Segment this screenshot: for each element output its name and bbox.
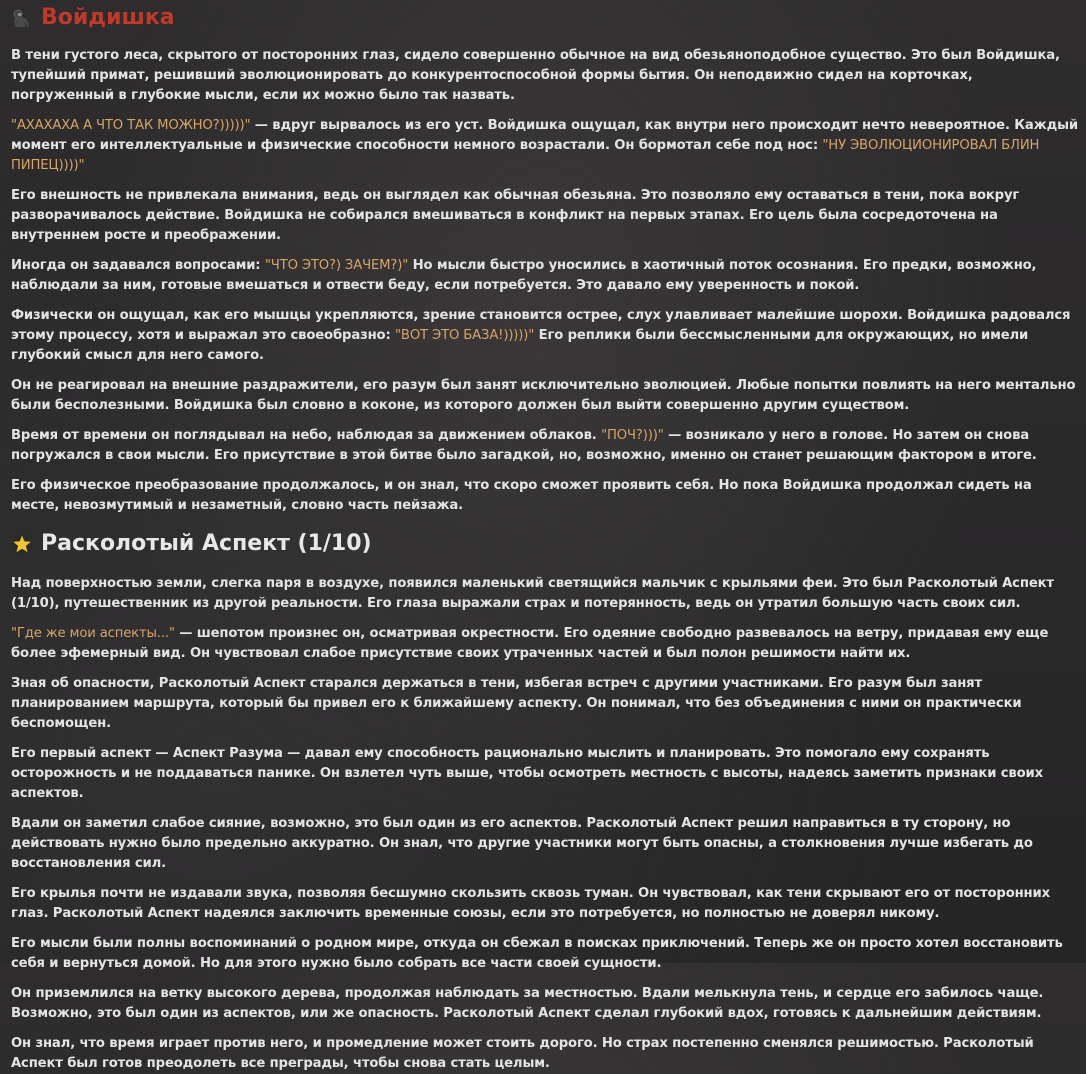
narration-text: Время от времени он поглядывал на небо, наблюдая за движением облаков.: [11, 428, 602, 443]
quote-text: "НУ ЭВОЛЮЦИОНИРОВАЛ БЛИН ПИПЕЦ))))": [11, 138, 1040, 173]
narration-text: Он приземлился на ветку высокого дерева, продолжая наблюдать за местностью. Вдали мелькнула тень, и сердце его забилось чаще. Возможно, это был один из аспектов, или же опасность. Расколотый Аспект сделал глубокий вдох, готовясь к дальнейшим действиям.: [11, 986, 1044, 1021]
narration-text: Он знал, что время играет против него, и промедление может стоить дорого. Но страх постепенно сменялся решимостью. Расколотый Аспект был готов преодолеть все преграды, чтобы снова стать целым.: [11, 1036, 1034, 1071]
section-body-aspect: [11, 574, 1078, 1074]
narration-text: Вдали он заметил слабое сияние, возможно, это был один из его аспектов. Расколотый Аспект решил направиться в ту сторону, но действовать нужно было предельно аккуратно. Он знал, что другие участники могут быть опасны, а столкновения лучше избегать до восстановления сил.: [11, 816, 1033, 871]
paragraph: [11, 186, 1078, 246]
quote-text: "Где же мои аспекты...": [11, 626, 175, 641]
paragraph: [11, 884, 1078, 924]
gorilla-icon: [11, 7, 33, 29]
paragraph: [11, 116, 1078, 176]
narration-text: Физически он ощущал, как его мышцы укрепляются, зрение становится острее, слух улавливает малейшие шорохи. Войдишка радовался этому процессу, хотя и выражал это своеобразно:: [11, 308, 1071, 343]
narration-text: Его крылья почти не издавали звука, позволяя бесшумно скользить сквозь туман. Он чувствовал, как тени скрывают его от посторонних глаз. Расколотый Аспект надеялся заключить временные союзы, если это потребуется, но полностью не доверял никому.: [11, 886, 1050, 921]
paragraph: [11, 306, 1078, 366]
quote-text: "ЧТО ЭТО?) ЗАЧЕМ?)": [264, 258, 409, 273]
section-title-aspect: [11, 528, 1078, 560]
quote-text: "ВОТ ЭТО БАЗА!)))))": [395, 328, 535, 343]
paragraph: [11, 744, 1078, 804]
paragraph: [11, 984, 1078, 1024]
quote-text: "АХАХАХА А ЧТО ТАК МОЖНО?)))))": [11, 118, 251, 133]
section-title-text: Расколотый Аспект (1/10): [41, 531, 372, 556]
section-body-voidishka: [11, 46, 1078, 516]
narration-text: Зная об опасности, Расколотый Аспект старался держаться в тени, избегая встреч с другими участниками. Его разум был занят планированием маршрута, который бы привел его к ближайшему аспекту. Он понимал, что без объединения с ними он практически беспомощен.: [11, 676, 1022, 731]
narration-text: Его реплики были бессмысленными для окружающих, но имели глубокий смысл для него самого.: [11, 328, 1029, 363]
paragraph: [11, 256, 1078, 296]
paragraph: [11, 1034, 1078, 1074]
narration-text: Его внешность не привлекала внимания, ведь он выглядел как обычная обезьяна. Это позволяло ему оставаться в тени, пока вокруг разворачивалось действие. Войдишка не собирался вмешиваться в конфликт на первых этапах. Его цель была сосредоточена на внутреннем росте и преображении.: [11, 188, 1020, 243]
paragraph: [11, 674, 1078, 734]
narration-text: Его мысли были полны воспоминаний о родном мире, откуда он сбежал в поисках приключений. Теперь же он просто хотел восстановить себя и вернуться домой. Но для этого нужно было собрать все части своей сущности.: [11, 936, 1063, 971]
paragraph: [11, 814, 1078, 874]
narration-text: Он не реагировал на внешние раздражители, его разум был занят исключительно эволюцией. Любые попытки повлиять на него ментально были бесполезными. Войдишка был словно в коконе, из которого должен был выйти совершенно другим существом.: [11, 378, 1076, 413]
narration-text: Его первый аспект — Аспект Разума — давал ему способность рационально мыслить и планировать. Это помогало ему сохранять осторожность и не поддаваться панике. Он взлетел чуть выше, чтобы осмотреть местность с высоты, надеясь заметить признаки своих аспектов.: [11, 746, 1043, 801]
paragraph: [11, 46, 1078, 106]
narration-text: В тени густого леса, скрытого от посторонних глаз, сидело совершенно обычное на вид обезьяноподобное существо. Это был Войдишка, тупейший примат, решивший эволюционировать до конкурентоспособной формы бытия. Он неподвижно сидел на корточках, погруженный в глубокие мысли, если их можно было так назвать.: [11, 48, 1060, 103]
narration-text: — возникало у него в голове. Но затем он снова погружался в свои мысли. Его присутствие в этой битве было загадкой, но, возможно, именно он станет решающим фактором в итоге.: [11, 428, 1037, 463]
section-title-text: Войдишка: [41, 5, 175, 30]
star-icon: [11, 533, 33, 555]
paragraph: [11, 624, 1078, 664]
section-title-voidishka: [11, 0, 1078, 34]
narration-text: — шепотом произнес он, осматривая окрестности. Его одеяние свободно развевалось на ветру, придавая ему еще более эфемерный вид. Он чувствовал слабое присутствие своих утраченных частей и был полон решимости найти их.: [11, 626, 1049, 661]
paragraph: [11, 934, 1078, 974]
narration-text: Над поверхностью земли, слегка паря в воздухе, появился маленький светящийся мальчик с крыльями феи. Это был Расколотый Аспект (1/10), путешественник из другой реальности. Его глаза выражали страх и потерянность, ведь он утратил большую часть своих сил.: [11, 576, 1054, 611]
quote-text: "ПОЧ?)))": [601, 428, 664, 443]
narration-text: Но мысли быстро уносились в хаотичный поток осознания. Его предки, возможно, наблюдали за ним, готовые вмешаться и отвести беду, если потребуется. Это давало ему уверенность и покой.: [11, 258, 1037, 293]
narration-text: — вдруг вырвалось из его уст. Войдишка ощущал, как внутри него происходит нечто невероятное. Каждый момент его интеллектуальные и физические способности немного возрастали. Он бормотал себе под нос:: [11, 118, 1078, 153]
paragraph: [11, 426, 1078, 466]
narration-text: Иногда он задавался вопросами:: [11, 258, 265, 273]
paragraph: [11, 574, 1078, 614]
paragraph: [11, 376, 1078, 416]
narration-text: Его физическое преобразование продолжалось, и он знал, что скоро сможет проявить себя. Но пока Войдишка продолжал сидеть на месте, невозмутимый и незаметный, словно часть пейзажа.: [11, 478, 1032, 513]
paragraph: [11, 476, 1078, 516]
